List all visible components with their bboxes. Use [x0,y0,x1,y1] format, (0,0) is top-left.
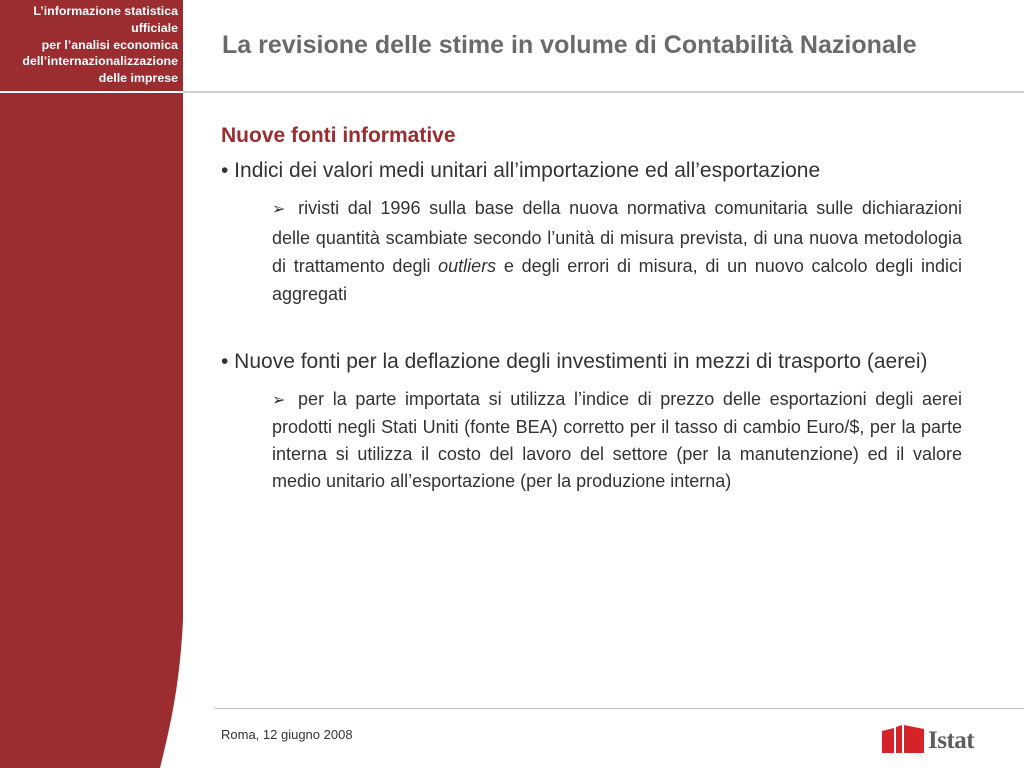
sub-bullet-text: rivisti dal 1996 sulla base della nuova normativa comunitaria sulle dichiarazioni delle quantità scambiate secondo l’unità di misura prevista, di una nuova metodologia di trattamento degli [272,198,962,276]
sub-bullet-text: e degli errori di misura, di un nuovo calcolo degli indici aggregati [272,256,962,304]
sidebar-header-line: dell’internazionalizzazione [22,54,178,69]
sub-bullet-italic-text: outliers [438,256,497,276]
section-subtitle: Nuove fonti informative [221,124,456,147]
slide-content [221,122,962,495]
sidebar-header-line: ufficiale [131,20,178,35]
sidebar-header [0,0,183,93]
sidebar-header-divider [0,91,183,93]
arrow-bullet-icon: ➢ [272,201,286,218]
sub-bullet-text: per la parte importata si utilizza l’indice di prezzo delle esportazioni degli aerei prodotti negli Stati Uniti (fonte BEA) corretto per il tasso di cambio Euro/$, per la parte interna si utilizza il costo del lavoro del settore (per la manutenzione) ed il valore medio unitario all’esportazione (per la produzione interna) [272,389,962,491]
istat-logo-text: Istat [928,727,975,754]
footer-date: Roma, 12 giugno 2008 [221,727,353,742]
sidebar-curve-shape [0,620,183,768]
bullet-item: • Indici dei valori medi unitari all’importazione ed all’esportazione [221,159,821,182]
sidebar-header-line: per l’analisi economica [41,37,178,52]
sidebar-header-line: delle imprese [98,71,178,86]
sub-bullet-item [272,194,962,308]
sub-bullet-item [272,386,962,495]
footer-divider [215,708,1024,709]
slide-title: La revisione delle stime in volume di Contabilità Nazionale [222,31,917,59]
sidebar-header-line: L’informazione statistica [33,4,178,18]
arrow-bullet-icon: ➢ [272,392,286,409]
bullet-item: • Nuove fonti per la deflazione degli investimenti in mezzi di trasporto (aerei) [221,350,928,373]
